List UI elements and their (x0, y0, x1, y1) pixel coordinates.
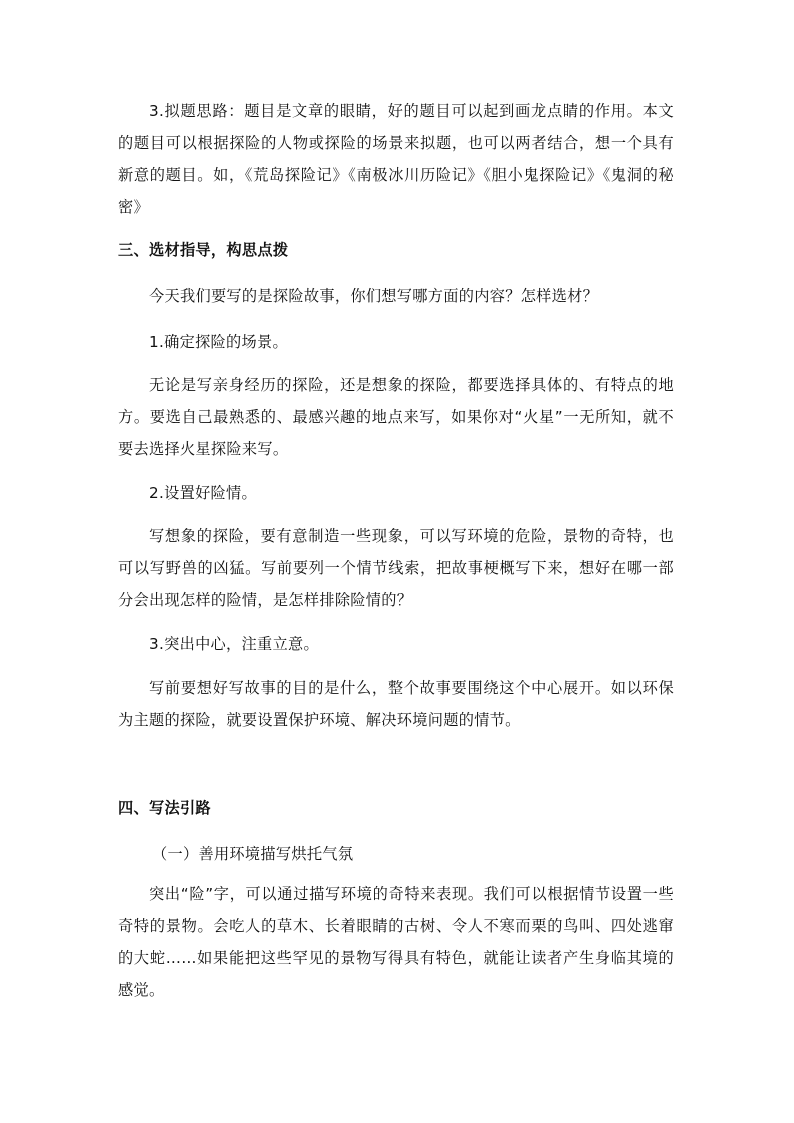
section-4-heading: 四、写法引路 (118, 799, 211, 817)
titling-paragraph: 3.拟题思路：题目是文章的眼睛，好的题目可以起到画龙点睛的作用。本文的题目可以根据探险的人物或探险的场景来拟题，也可以两者结合，想一个具有新意的题目。如，《荒岛探险记》《南极冰川历险记》《胆小鬼探险记》《鬼洞的秘密》 (118, 102, 674, 216)
item-3-text: 写前要想好写故事的目的是什么，整个故事要围绕这个中心展开。如以环保为主题的探险，就要设置保护环境、解决环境问题的情节。 (118, 679, 674, 729)
item-1-text: 无论是写亲身经历的探险，还是想象的探险，都要选择具体的、有特点的地方。要选自己最熟悉的、最感兴趣的地点来写，如果你对“火星”一无所知，就不要去选择火星探险来写。 (118, 376, 674, 458)
item-2-label: 2.设置好险情。 (149, 484, 258, 502)
subsection-1-text: 突出“险”字，可以通过描写环境的奇特来表现。我们可以根据情节设置一些奇特的景物。会吃人的草木、长着眼睛的古树、令人不寒而栗的鸟叫、四处逃窜的大蛇……如果能把这些罕见的景物写得具有特色，就能让读者产生身临其境的感觉。 (118, 885, 674, 999)
section-3-intro: 今天我们要写的是探险故事，你们想写哪方面的内容？怎样选材？ (149, 287, 599, 305)
subsection-1-label: （一）善用环境描写烘托气氛 (152, 845, 354, 863)
item-3-label: 3.突出中心，注重立意。 (149, 635, 319, 653)
item-1-label: 1.确定探险的场景。 (149, 333, 288, 351)
section-3-heading: 三、选材指导，构思点拨 (118, 241, 289, 259)
item-2-text: 写想象的探险，要有意制造一些现象，可以写环境的危险，景物的奇特，也可以写野兽的凶猛。写前要列一个情节线索，把故事梗概写下来，想好在哪一部分会出现怎样的险情，是怎样排除险情的？ (118, 527, 674, 609)
